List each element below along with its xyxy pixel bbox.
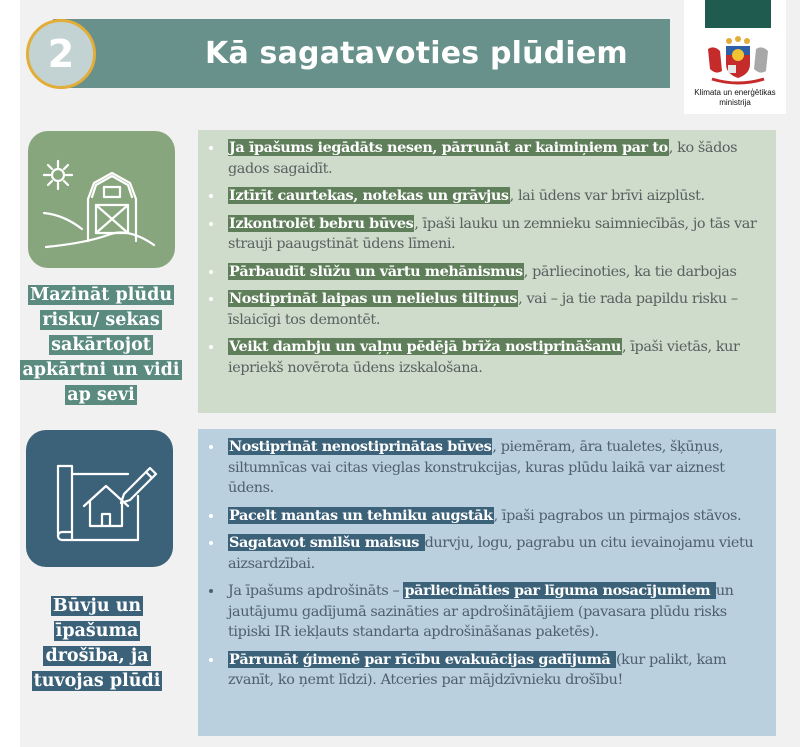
item-highlight: Veikt dambju un vaļņu pēdējā brīža nostiprināšanu bbox=[229, 338, 621, 355]
list-item bbox=[228, 214, 764, 255]
ministry-name bbox=[684, 88, 786, 108]
item-highlight: Pārbaudīt slūžu un vārtu mehānismus bbox=[229, 262, 523, 280]
step-number-badge bbox=[26, 19, 96, 89]
item-text: , piemēram, āra tualetes, šķūņus, siltumnīcas vai citas vieglas konstrukcijas, kuras plūdu laikā var aiznest ūdens. bbox=[228, 439, 725, 496]
item-text: un jautājumu gadījumā sazināties ar apdrošinātājiem (pavasara plūdu risks tipiski IR iekļauts standarta apdrošināšanas paketēs). bbox=[228, 583, 734, 640]
item-highlight: Pacelt mantas un tehniku augstāk bbox=[229, 506, 493, 524]
ministry-logo bbox=[684, 0, 786, 114]
tips-panel-property bbox=[198, 429, 776, 736]
item-text: , lai ūdens var brīvi aizplūst. bbox=[509, 188, 705, 204]
blueprint-house-pencil-icon bbox=[26, 430, 173, 567]
item-text: , ko šādos gados sagaidīt. bbox=[228, 140, 738, 177]
list-item bbox=[228, 533, 764, 574]
tips-panel-surroundings bbox=[198, 130, 776, 413]
page-title: Kā sagatavoties plūdiem bbox=[205, 36, 628, 71]
list-item bbox=[228, 437, 764, 499]
item-text: , īpaši lauku un zemnieku saimniecībās, jo tās var strauji paaugstināt ūdens līmeni. bbox=[228, 215, 757, 252]
label-line: īpašuma bbox=[55, 621, 139, 641]
list-item bbox=[228, 186, 764, 207]
label-line: ap sevi bbox=[67, 385, 135, 405]
item-highlight: Sagatavot smilšu maisus bbox=[229, 534, 424, 551]
item-text: , vai – ja tie rada papildu risku – īslaicīgi tos demontēt. bbox=[228, 291, 738, 328]
list-item bbox=[228, 581, 764, 643]
label-line: drošība, ja bbox=[45, 646, 149, 666]
item-text: durvju, logu, pagrabu un citu ievainojamu vietu aizsardzībai. bbox=[228, 535, 754, 572]
item-text: (kur palikt, kam zvanīt, ko ņemt līdzi). Atceries par mājdzīvnieku drošību! bbox=[228, 651, 727, 688]
list-item bbox=[228, 262, 764, 283]
list-item bbox=[228, 337, 764, 378]
step-number: 2 bbox=[47, 32, 75, 76]
item-highlight: Pārrunāt ģimenē par rīcību evakuācijas gadījumā bbox=[229, 650, 615, 668]
ministry-name-line1: Klimata un enerģētikas bbox=[694, 88, 776, 97]
label-line: tuvojas plūdi bbox=[33, 671, 161, 691]
item-highlight: Ja īpašums iegādāts nesen, pārrunāt ar kaimiņiem par to bbox=[229, 139, 668, 156]
label-line: apkārtni un vidi bbox=[22, 360, 180, 380]
label-line: risku/ sekas bbox=[42, 310, 160, 330]
label-line: Būvju un bbox=[52, 596, 142, 616]
barn-hill-sun-icon bbox=[28, 131, 175, 268]
coat-of-arms-icon bbox=[698, 35, 778, 87]
item-highlight: Izkontrolēt bebru būves bbox=[229, 214, 414, 232]
list-item bbox=[228, 138, 764, 179]
list-item bbox=[228, 650, 764, 691]
label-line: sakārtojot bbox=[51, 335, 151, 355]
item-prefix: Ja īpašums apdrošināts – bbox=[228, 583, 404, 599]
item-highlight: pārliecināties par līguma nosacījumiem bbox=[404, 582, 715, 599]
item-text: , īpaši pagrabos un pirmajos stāvos. bbox=[493, 507, 742, 524]
item-highlight: Nostiprināt laipas un nelielus tiltiņus bbox=[229, 290, 518, 307]
item-highlight: Iztīrīt caurtekas, notekas un grāvjus bbox=[229, 187, 509, 204]
logo-top-bar bbox=[705, 0, 771, 28]
list-item bbox=[228, 506, 764, 527]
ministry-name-line2: ministrija bbox=[719, 98, 751, 107]
section-label-reduce-risk bbox=[19, 283, 183, 408]
item-text: , pārliecinoties, ka tie darbojas bbox=[523, 263, 737, 280]
section-label-property-safety bbox=[28, 594, 166, 694]
item-highlight: Nostiprināt nenostiprinātas būves bbox=[229, 438, 492, 455]
label-line: Mazināt plūdu bbox=[29, 285, 173, 305]
list-item bbox=[228, 289, 764, 330]
item-text: , īpaši vietās, kur iepriekš novērota ūdens izskalošana. bbox=[228, 339, 740, 376]
